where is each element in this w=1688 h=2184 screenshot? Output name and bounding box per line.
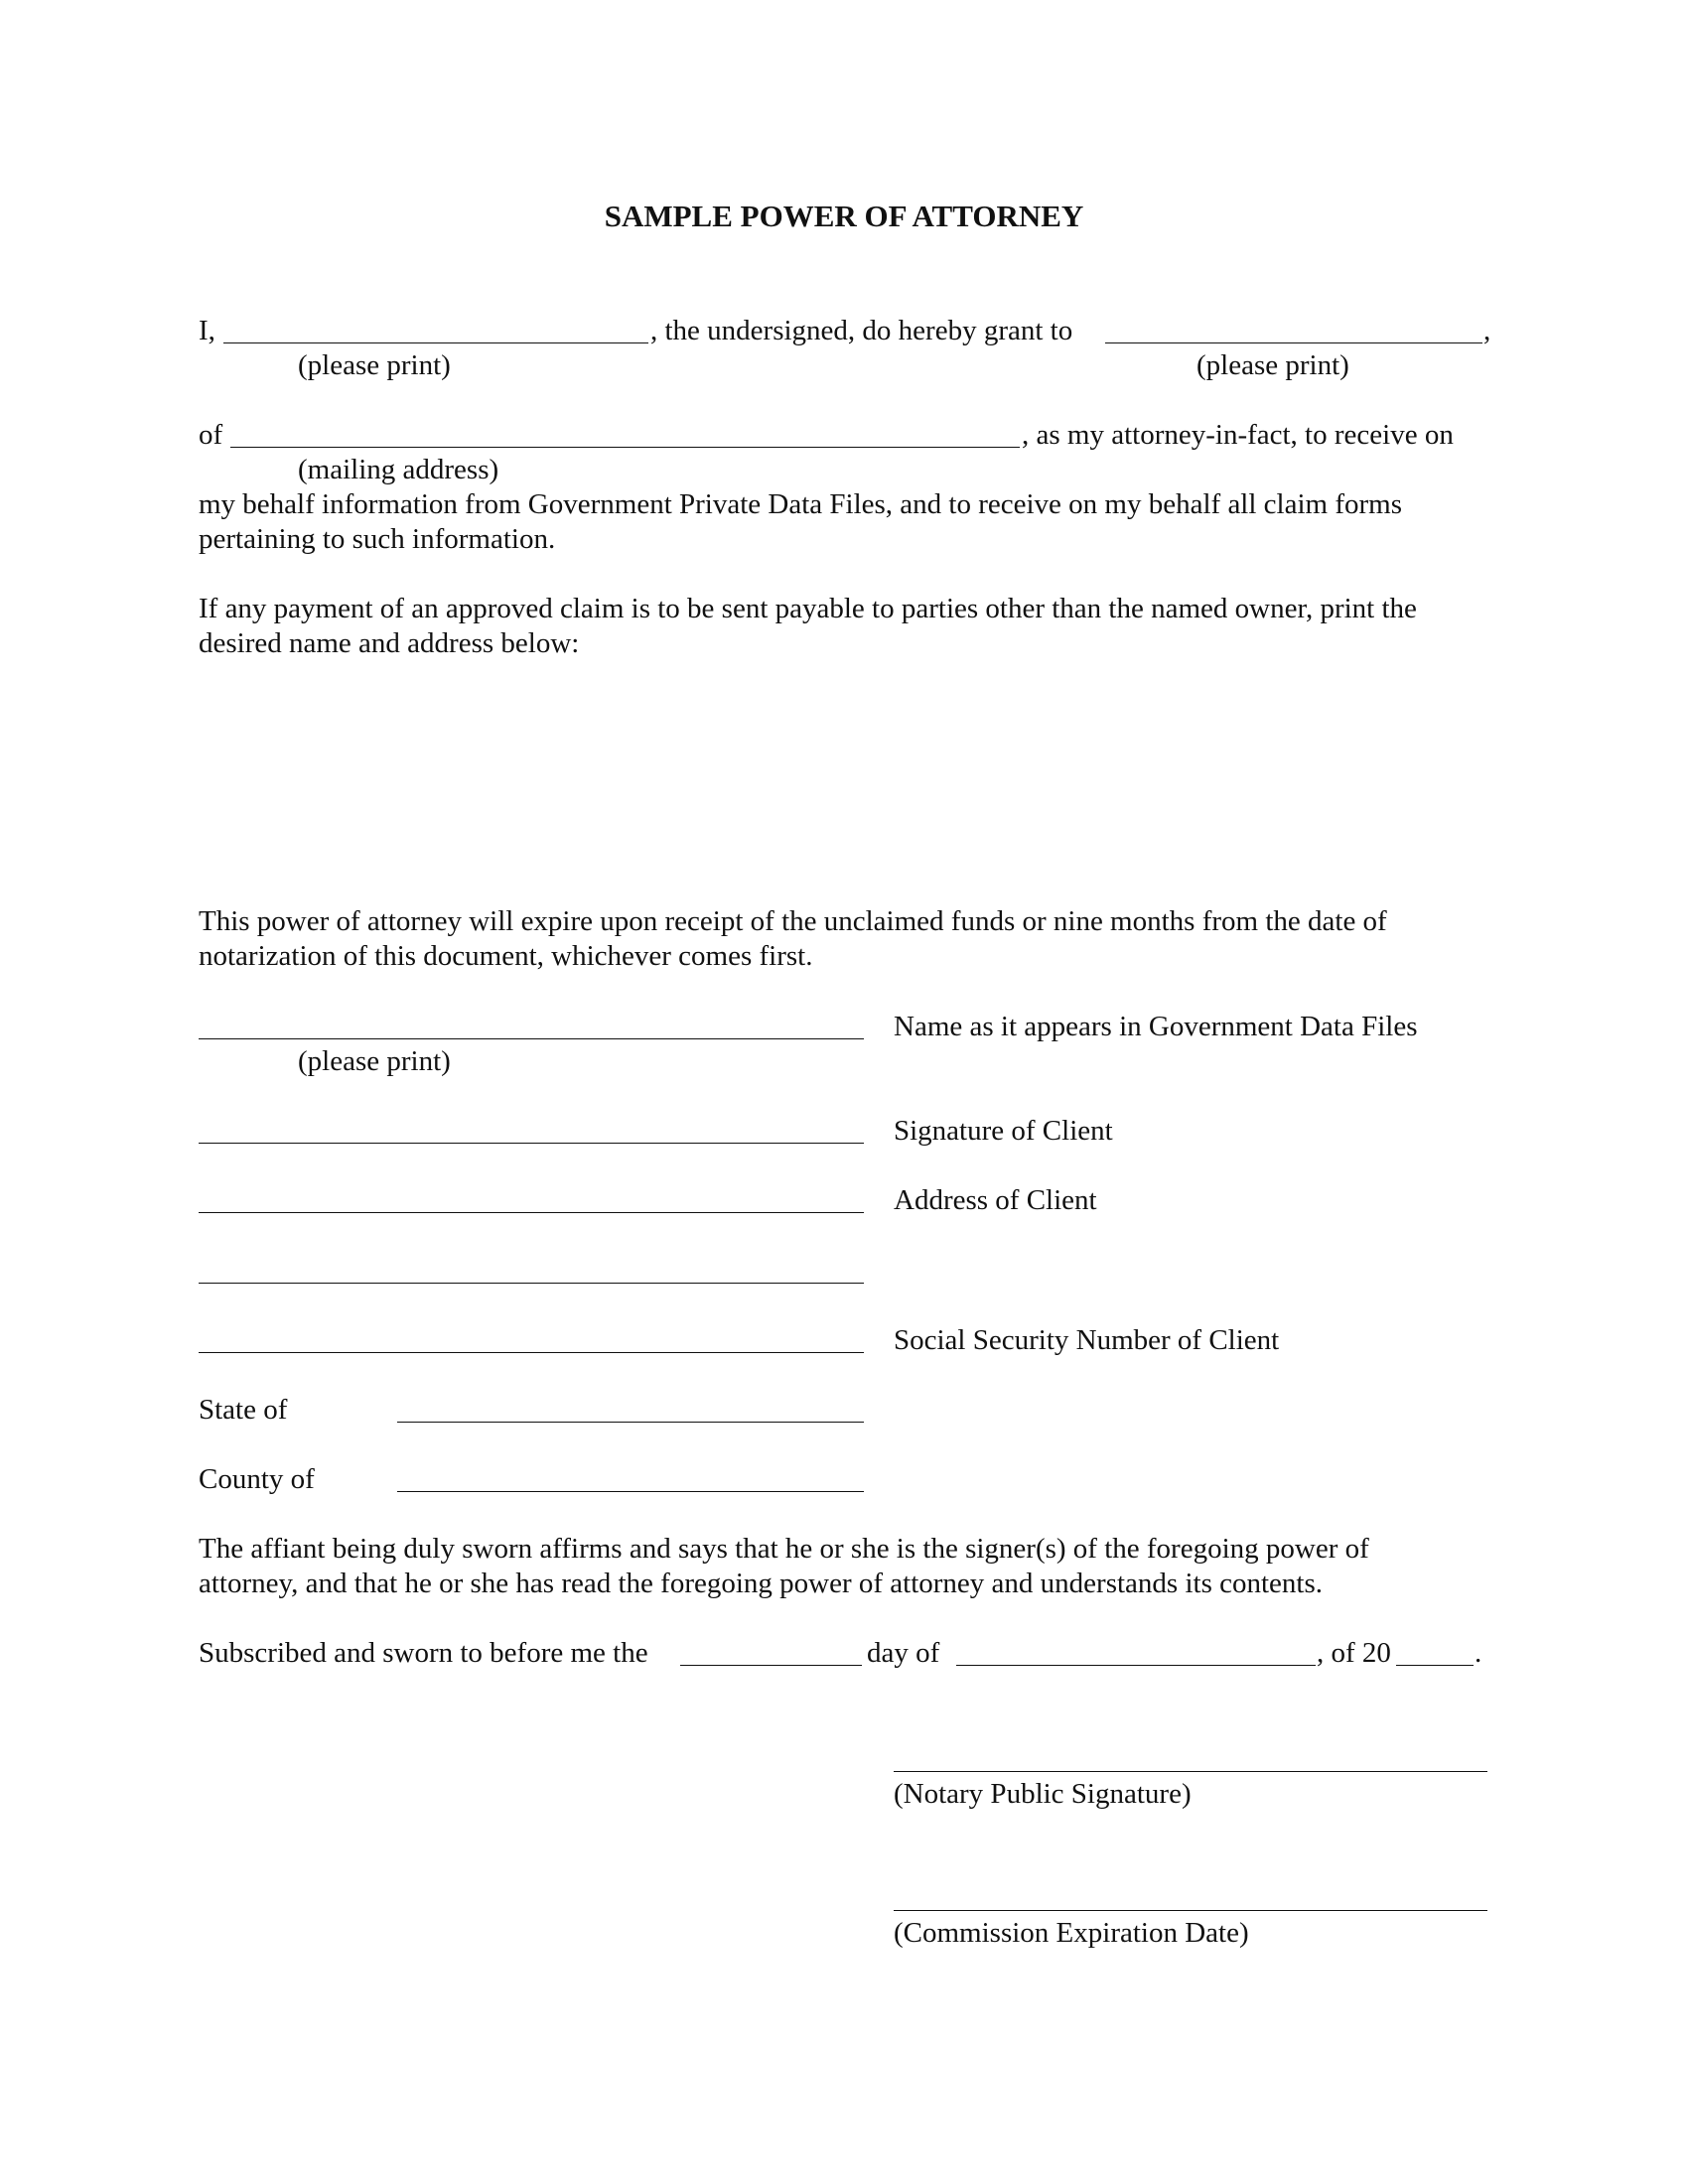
- sworn-day-field[interactable]: [680, 1665, 862, 1666]
- client-address-field[interactable]: [199, 1212, 864, 1213]
- client-name-label: Name as it appears in Government Data Files: [894, 1011, 1418, 1042]
- grant-i-prefix: I,: [199, 315, 215, 346]
- grant-middle-text: , the undersigned, do hereby grant to: [650, 315, 1073, 346]
- mailing-address-label: (mailing address): [298, 454, 499, 485]
- grantor-print-label: (please print): [298, 349, 451, 381]
- sworn-day-of: day of: [867, 1637, 940, 1669]
- client-name-print-label: (please print): [298, 1045, 451, 1077]
- commission-expiration-field[interactable]: [894, 1910, 1487, 1911]
- notary-signature-label: (Notary Public Signature): [894, 1778, 1192, 1810]
- sworn-of-20: , of 20: [1317, 1637, 1391, 1669]
- client-name-field[interactable]: [199, 1038, 864, 1039]
- sworn-prefix: Subscribed and sworn to before me the: [199, 1637, 648, 1669]
- grant-continuation-line1: my behalf information from Government Private Data Files, and to receive on my behalf all claim forms: [199, 488, 1402, 520]
- state-label: State of: [199, 1394, 288, 1426]
- county-label: County of: [199, 1463, 315, 1495]
- payee-name-address-area[interactable]: [199, 675, 1489, 893]
- expiration-line1: This power of attorney will expire upon receipt of the unclaimed funds or nine months from the date of: [199, 905, 1387, 937]
- affidavit-line1: The affiant being duly sworn affirms and says that he or she is the signer(s) of the foregoing power of: [199, 1533, 1369, 1565]
- payment-line2: desired name and address below:: [199, 627, 580, 659]
- client-ssn-field[interactable]: [199, 1352, 864, 1353]
- sworn-period: .: [1475, 1637, 1482, 1669]
- sworn-year-field[interactable]: [1396, 1665, 1474, 1666]
- client-address-label: Address of Client: [894, 1184, 1097, 1216]
- notary-signature-field[interactable]: [894, 1771, 1487, 1772]
- affidavit-line2: attorney, and that he or she has read the foregoing power of attorney and understands its contents.: [199, 1568, 1323, 1599]
- attorney-name-field[interactable]: [1105, 342, 1482, 343]
- grant-end-comma: ,: [1483, 315, 1491, 346]
- county-field[interactable]: [397, 1491, 864, 1492]
- sworn-month-field[interactable]: [956, 1665, 1316, 1666]
- attorney-print-label: (please print): [1196, 349, 1349, 381]
- grant-of-suffix: , as my attorney-in-fact, to receive on: [1022, 419, 1454, 451]
- client-signature-label: Signature of Client: [894, 1115, 1113, 1147]
- expiration-line2: notarization of this document, whichever comes first.: [199, 940, 813, 972]
- client-address-field-2[interactable]: [199, 1283, 864, 1284]
- state-field[interactable]: [397, 1422, 864, 1423]
- grantor-name-field[interactable]: [223, 342, 648, 343]
- grant-continuation-line2: pertaining to such information.: [199, 523, 556, 555]
- commission-expiration-label: (Commission Expiration Date): [894, 1917, 1249, 1949]
- payment-line1: If any payment of an approved claim is to be sent payable to parties other than the named owner, print the: [199, 593, 1417, 624]
- grant-of-prefix: of: [199, 419, 223, 451]
- mailing-address-field[interactable]: [230, 447, 1020, 448]
- client-signature-field[interactable]: [199, 1143, 864, 1144]
- client-ssn-label: Social Security Number of Client: [894, 1324, 1280, 1356]
- page-title: SAMPLE POWER OF ATTORNEY: [604, 199, 1084, 233]
